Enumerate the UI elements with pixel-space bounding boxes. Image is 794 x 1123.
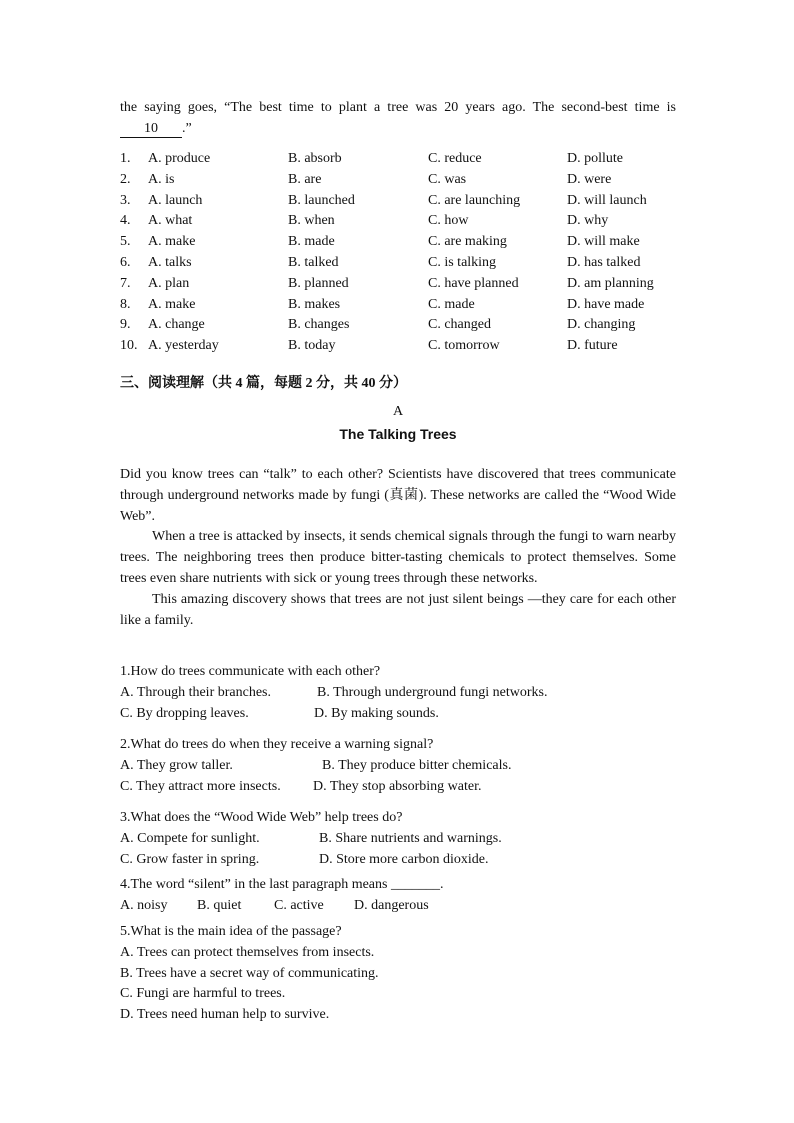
option-b: B. are	[288, 171, 322, 187]
option-a: A. talks	[148, 254, 192, 270]
option-b: B. made	[288, 234, 335, 250]
option-c: C. tomorrow	[428, 338, 500, 354]
option-c: C. changed	[428, 317, 491, 333]
option-b: B. talked	[288, 254, 339, 270]
option-line	[120, 777, 676, 798]
option-d: D. dangerous	[354, 897, 429, 913]
option-row	[120, 232, 676, 253]
question-stem: 3.What does the “Wood Wide Web” help trees do?	[120, 810, 403, 825]
item-number: 2.	[120, 171, 131, 187]
option-b: B. quiet	[197, 897, 242, 913]
option-line	[120, 850, 676, 871]
option-b: B. They produce bitter chemicals.	[322, 757, 512, 773]
item-number: 3.	[120, 192, 131, 208]
option-row	[120, 253, 676, 274]
option-b: B. today	[288, 338, 336, 354]
item-number: 4.	[120, 213, 131, 229]
option-row	[120, 336, 676, 357]
option-c: C. Fungi are harmful to trees.	[120, 986, 286, 1002]
option-b: B. changes	[288, 317, 350, 333]
option-c: C. is talking	[428, 254, 497, 270]
option-row	[120, 295, 676, 316]
option-c: C. was	[428, 171, 467, 187]
question-5	[120, 922, 676, 1026]
option-a: A. noisy	[120, 897, 168, 913]
option-line	[120, 704, 676, 725]
option-d: D. changing	[567, 317, 636, 333]
item-number: 5.	[120, 234, 131, 250]
cloze-options	[120, 149, 676, 357]
option-c: C. reduce	[428, 151, 482, 166]
option-d: D. Trees need human help to survive.	[120, 1007, 330, 1023]
option-b: B. Trees have a secret way of communicating.	[120, 965, 379, 981]
option-c: C. Grow faster in spring.	[120, 851, 260, 867]
section-heading: 三、阅读理解（共 4 篇，每题 2 分，共 40 分）	[120, 376, 407, 391]
item-number: 7.	[120, 275, 131, 291]
option-d: D. will make	[567, 234, 640, 250]
option-d: D. why	[567, 213, 609, 229]
option-line	[120, 683, 676, 704]
option-d: D. has talked	[567, 254, 641, 270]
item-number: 9.	[120, 317, 131, 333]
option-c: C. active	[274, 897, 324, 913]
option-c: C. are launching	[428, 192, 521, 208]
item-number: 8.	[120, 296, 131, 312]
option-d: D. pollute	[567, 151, 623, 166]
option-a: A. plan	[148, 275, 190, 291]
option-b: B. makes	[288, 296, 341, 312]
question-stem: 2.What do trees do when they receive a warning signal?	[120, 737, 434, 752]
option-d: D. will launch	[567, 192, 647, 208]
option-a: A. Trees can protect themselves from insects.	[120, 944, 375, 960]
question-1	[120, 662, 676, 724]
option-row	[120, 315, 676, 336]
option-b: B. when	[288, 213, 335, 229]
option-row	[120, 170, 676, 191]
option-c: C. have planned	[428, 275, 519, 291]
option-row	[120, 149, 676, 170]
option-d: D. Store more carbon dioxide.	[319, 851, 489, 867]
option-d: D. have made	[567, 296, 645, 312]
question-stem: 4.The word “silent” in the last paragraph means _______.	[120, 877, 444, 892]
cloze-text-end: .”	[182, 121, 192, 136]
option-row	[120, 191, 676, 212]
option-a: A. They grow taller.	[120, 757, 233, 773]
option-b: B. Share nutrients and warnings.	[319, 830, 502, 846]
cloze-passage-ending	[120, 97, 676, 139]
option-row	[120, 274, 676, 295]
option-d: D. am planning	[567, 275, 654, 291]
option-a: A. change	[148, 317, 205, 333]
option-c: C. made	[428, 296, 475, 312]
option-line	[120, 829, 676, 850]
option-a: A. yesterday	[148, 338, 219, 354]
question-2	[120, 735, 676, 797]
item-number: 6.	[120, 254, 131, 270]
option-c: C. They attract more insects.	[120, 778, 281, 794]
passage-title: The Talking Trees	[339, 426, 457, 442]
option-d: D. future	[567, 338, 618, 354]
option-c: C. how	[428, 213, 469, 229]
passage-paragraph-1: Did you know trees can “talk” to each other? Scientists have discovered that trees communicate through underground networks made by fungi (真菌). These networks are called the “Wood Wide Web”.	[120, 467, 676, 524]
passage-letter: A	[392, 404, 404, 419]
item-number: 1.	[120, 151, 131, 166]
option-c: C. By dropping leaves.	[120, 705, 249, 721]
question-3	[120, 808, 676, 870]
option-a: A. launch	[148, 192, 203, 208]
option-a: A. Through their branches.	[120, 684, 271, 700]
passage-paragraph-2: When a tree is attacked by insects, it sends chemical signals through the fungi to warn nearby trees. The neighboring trees then produce bitter-tasting chemicals to protect themselves. Some trees even share nutrients with sick or young trees through these networks.	[120, 529, 676, 586]
option-c: C. are making	[428, 234, 507, 250]
option-a: A. make	[148, 234, 196, 250]
option-a: A. produce	[148, 151, 211, 166]
cloze-text: the saying goes, “The best time to plant a tree was 20 years ago. The second-best time is	[120, 100, 676, 115]
question-4	[120, 875, 676, 917]
passage-paragraph-3: This amazing discovery shows that trees are not just silent beings —they care for each other like a family.	[120, 591, 676, 628]
option-line	[120, 756, 676, 777]
option-a: A. is	[148, 171, 175, 187]
item-number: 10.	[120, 338, 138, 354]
option-d: D. They stop absorbing water.	[313, 778, 482, 794]
option-a: A. make	[148, 296, 196, 312]
reading-passage	[120, 465, 676, 631]
option-b: B. launched	[288, 192, 355, 208]
option-row	[120, 211, 676, 232]
question-stem: 1.How do trees communicate with each other?	[120, 664, 381, 679]
option-d: D. were	[567, 171, 612, 187]
cloze-blank: 10	[120, 121, 182, 138]
option-d: D. By making sounds.	[314, 705, 439, 721]
option-a: A. Compete for sunlight.	[120, 830, 260, 846]
question-stem: 5.What is the main idea of the passage?	[120, 924, 342, 939]
option-a: A. what	[148, 213, 193, 229]
option-b: B. absorb	[288, 151, 342, 166]
option-b: B. planned	[288, 275, 349, 291]
option-b: B. Through underground fungi networks.	[317, 684, 548, 700]
option-line	[120, 896, 676, 917]
